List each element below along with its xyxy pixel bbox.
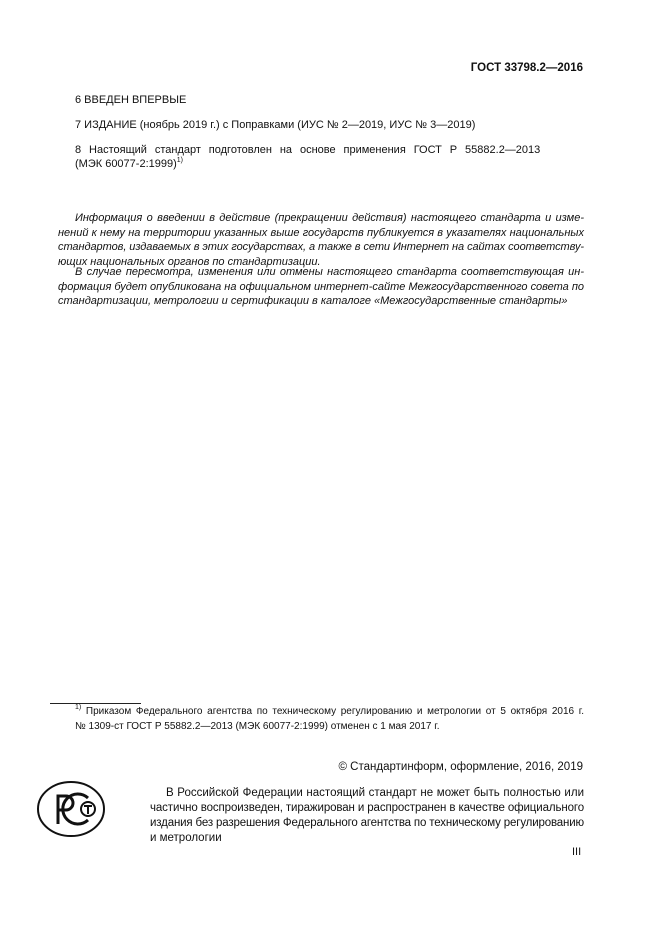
item-8-line-1: 8 Настоящий стандарт подготовлен на основе применения ГОСТ Р 55882.2—2013 [75, 144, 541, 156]
rst-logo-icon [36, 780, 106, 838]
info-para1-line: ющих национальных органов по стандартизации. [58, 255, 321, 268]
item-7: 7 ИЗДАНИЕ (ноябрь 2019 г.) с Поправками (ИУС № 2—2019, ИУС № 3—2019) [75, 119, 476, 131]
notice-line: В Российской Федерации настоящий стандарт не может быть полностью или [166, 787, 584, 799]
info-para2-line: формация будет опубликована на официальном интернет-сайте Межгосударственного совета по [58, 280, 584, 293]
footnote-divider [50, 703, 141, 704]
info-para1-line: Информация о введении в действие (прекращении действия) настоящего стандарта и изме- [75, 212, 584, 224]
footnote-mark: 1) [75, 704, 82, 711]
info-para1-line: стандартов, издаваемых в этих государствах, а также в сети Интернет на сайтах соответству- [58, 241, 584, 253]
page-number: III [572, 846, 582, 858]
notice-line: издания без разрешения Федерального агентства по техническому регулированию [150, 817, 584, 829]
notice-line: и метрологии [150, 832, 222, 844]
info-para2-line: В случае пересмотра, изменения или отмены настоящего стандарта соответствующая ин- [75, 266, 584, 278]
footnote-line-2: № 1309-ст ГОСТ Р 55882.2—2013 (МЭК 60077-2:1999) отменен с 1 мая 2017 г. [75, 721, 440, 732]
item-8-line-2 [75, 157, 183, 171]
standard-number: ГОСТ 33798.2—2016 [470, 62, 583, 74]
info-para1-line: нений к нему на территории указанных выше государств публикуется в указателях национальных [58, 226, 584, 239]
item-6: 6 ВВЕДЕН ВПЕРВЫЕ [75, 94, 187, 106]
notice-line: частично воспроизведен, тиражирован и распространен в качестве официального [150, 802, 584, 814]
footnote-text: Приказом Федерального агентства по техническому регулированию и метрологии от 5 октября 2016 г. [85, 706, 584, 717]
info-para2-line: стандартизации, метрологии и сертификации в каталоге «Межгосударственные стандарты» [58, 295, 568, 307]
footnote-line-1 [75, 705, 584, 719]
copyright: © Стандартинформ, оформление, 2016, 2019 [338, 761, 583, 773]
footnote-reference: 1) [176, 157, 183, 164]
item-8-text: (МЭК 60077-2:1999) [75, 158, 177, 170]
